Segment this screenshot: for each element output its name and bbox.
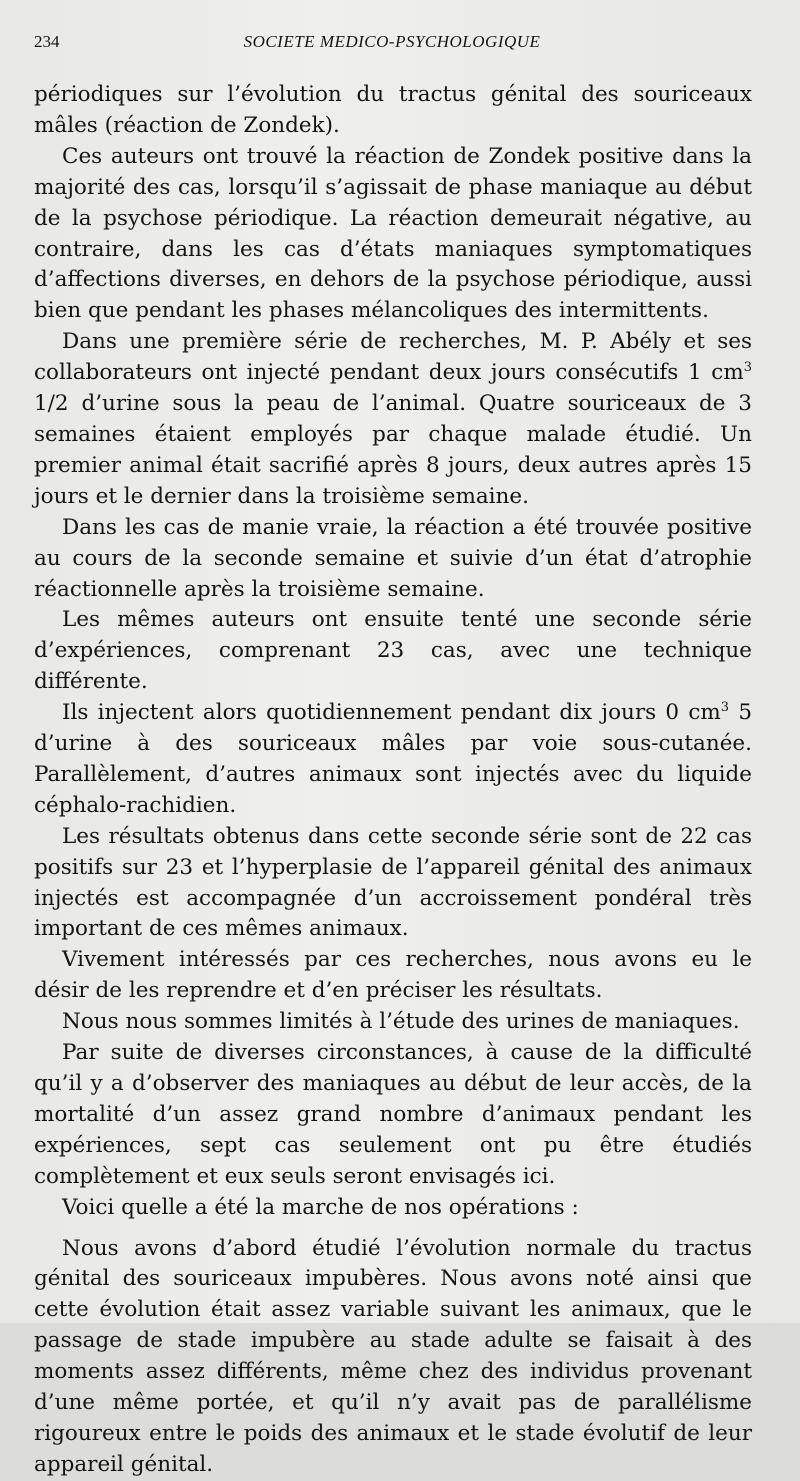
paragraph: Les résultats obtenus dans cette seconde série sont de 22 cas positifs sur 23 et l’hyperplasie de l’appareil génital des animaux injectés est accompagnée d’un accroissement pondéral très important de ces mêmes animaux. xyxy=(34,823,752,942)
paragraph: Dans les cas de manie vraie, la réaction a été trouvée positive au cours de la seconde semaine et suivie d’un état d’atrophie réactionnelle après la troisième semaine. xyxy=(34,514,752,602)
paragraph-text: Dans une première série de recherches, M. P. Abély et ses collaborateurs ont injecté pendant deux jours consécutifs 1 cm xyxy=(34,329,752,386)
paragraph: périodiques sur l’évolution du tractus génital des souriceaux mâles (réaction de Zondek). xyxy=(34,82,752,138)
paragraph xyxy=(34,698,752,822)
superscript: 3 xyxy=(743,360,752,376)
paragraph: Nous avons d’abord étudié l’évolution normale du tractus génital des souriceaux impubères. Nous avons noté ainsi que cette évolution était assez variable suivant les animaux, que le passage de stade impubère au stade adulte se faisait à des moments assez différents, même chez des individus provenant d’une même portée, et qu’il n’y avait pas de parallélisme rigoureux entre le poids des animaux et le stade évolutif de leur appareil génital. xyxy=(34,1235,752,1477)
paragraph: Par suite de diverses circonstances, à cause de la difficulté qu’il y a d’observer des maniaques au début de leur accès, de la mortalité d’un assez grand nombre d’animaux pendant les expériences, sept cas seulement ont pu être étudiés complètement et eux seuls seront envisagés ici. xyxy=(34,1040,752,1189)
paragraph-text: Ils injectent alors quotidiennement pendant dix jours 0 cm xyxy=(62,700,721,726)
paragraph: Vivement intéressés par ces recherches, nous avons eu le désir de les reprendre et d’en préciser les résultats. xyxy=(34,947,752,1004)
paragraph: Nous nous sommes limités à l’étude des urines de maniaques. xyxy=(62,1009,740,1035)
running-head xyxy=(34,32,750,58)
paragraph: Voici quelle a été la marche de nos opérations : xyxy=(62,1194,579,1220)
body-text xyxy=(34,80,752,1481)
paragraph-text: 1/2 xyxy=(34,391,69,417)
paragraph xyxy=(34,327,752,512)
paragraph-text: 5 xyxy=(729,700,752,726)
paragraph: Ces auteurs ont trouvé la réaction de Zondek positive dans la majorité des cas, lorsqu’il s’agissait de phase maniaque au début de la psychose périodique. La réaction demeurait négative, au contraire, dans les cas d’états maniaques symptomatiques d’affections diverses, en dehors de la psychose périodique, aussi bien que pendant les phases mélancoliques des intermittents. xyxy=(34,143,752,324)
paragraph-text: d’urine sous la peau de l’animal. Quatre souriceaux de 3 semaines étaient employés par chaque malade étudié. Un premier animal était sacrifié après 8 jours, deux autres après 15 jours et le dernier dans la troisième semaine. xyxy=(34,391,752,509)
superscript: 3 xyxy=(720,700,730,716)
paragraph: Les mêmes auteurs ont ensuite tenté une seconde série d’expériences, comprenant 23 cas, avec une technique différente. xyxy=(34,607,752,695)
page-number: 234 xyxy=(34,32,60,51)
paragraph-text: d’urine à des souriceaux mâles par voie sous-cutanée. Parallèlement, d’autres animaux sont injectés avec du liquide céphalo-rachidien. xyxy=(34,731,752,818)
journal-title: SOCIETE MEDICO-PSYCHOLOGIQUE xyxy=(243,32,541,51)
